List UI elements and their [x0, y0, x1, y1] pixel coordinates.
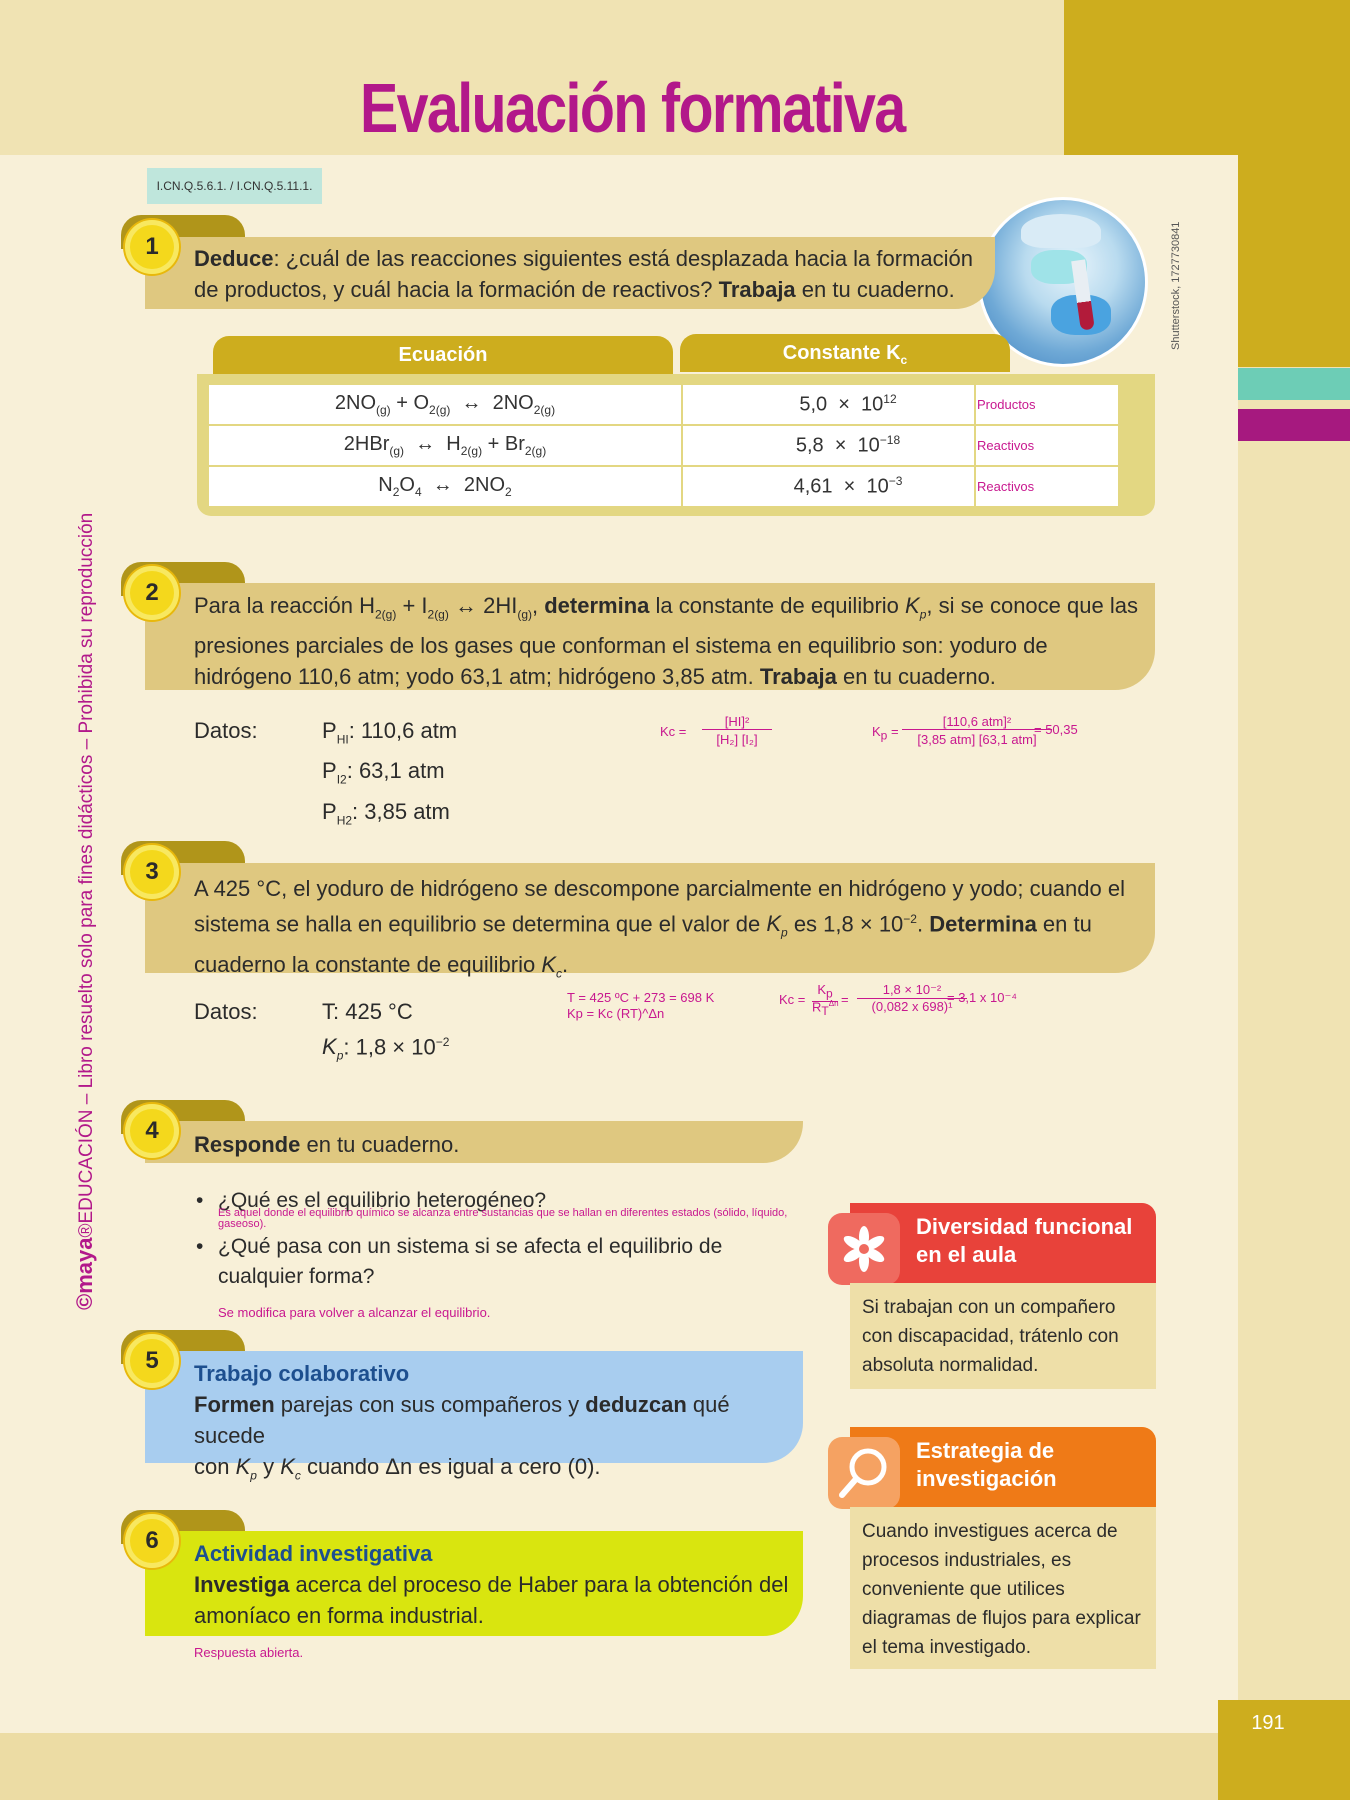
q1-text: Deduce: ¿cuál de las reacciones siguientes está desplazada hacia la formación de productos, y cuál hacia la formación de reactivos? Trabaja en tu cuaderno.	[194, 246, 973, 302]
side-magenta-tab	[1238, 409, 1350, 441]
q3-calc: T = 425 ºC + 273 = 698 K Kp = Kc (RT)^Δn	[567, 990, 715, 1021]
side-teal-tab	[1238, 368, 1350, 400]
q3-datos-list: T: 425 °C $K_p$: $1,8 \times 10^{-2}$	[322, 999, 450, 1063]
q4-number: 4	[125, 1104, 179, 1158]
q2-datos-list: $P_{HI}$: 110,6 atm $P_{I2}$: 63,1 atm $P_{H2}$: 3,85 atm	[322, 718, 458, 828]
q6-answer: Respuesta abierta.	[194, 1645, 304, 1660]
magnifier-icon	[828, 1437, 900, 1509]
q5-text: Trabajo colaborativo Formen parejas con sus compañeros y deduzcan qué sucede con $K_p$ y $K_c$ cuando Δn es igual a cero (0).	[194, 1361, 730, 1483]
q3-datos-label: Datos:	[194, 999, 258, 1024]
q1-number: 1	[125, 220, 179, 274]
side-box-diversity-header: Diversidad funcional en el aula	[850, 1203, 1156, 1283]
table-header-equation: Ecuación	[213, 336, 673, 374]
answer-cell: Productos	[975, 384, 1119, 425]
q5-number: 5	[125, 1334, 179, 1388]
q6-number: 6	[125, 1514, 179, 1568]
flower-icon	[828, 1213, 900, 1285]
table-row	[208, 425, 1119, 466]
constant-cell: $4,61 \times 10^{-3}$	[682, 466, 975, 507]
copyright-vertical: ©maya®EDUCACIÓN – Libro resuelto solo para fines didácticos – Prohibida su reproducción	[72, 512, 97, 1310]
photo-credit: Shutterstock, 1727730841	[1170, 221, 1182, 350]
q2-number: 2	[125, 566, 179, 620]
curriculum-code: I.CN.Q.5.6.1. / I.CN.Q.5.11.1.	[147, 168, 322, 204]
answer-cell: Reactivos	[975, 466, 1119, 507]
q4-question-list	[194, 1186, 794, 1328]
equilibrium-table	[207, 383, 1120, 508]
table-header-constant: Constante $K_c$	[680, 334, 1010, 372]
brand-logo: ©maya	[72, 1237, 97, 1310]
list-item: • ¿Qué pasa con un sistema si se afecta el equilibrio de cualquier forma? Se modifica para volver a alcanzar el equilibrio.	[194, 1232, 794, 1328]
top-gold-block	[1064, 0, 1350, 155]
bottom-band	[0, 1733, 1350, 1800]
equation-cell: $2NO_{(g)} + O_{2(g)}$ ↔ $2NO_{2(g)}$	[208, 384, 682, 425]
table-row	[208, 466, 1119, 507]
side-box-strategy-body: Cuando investigues acerca de procesos industriales, es conveniente que utilices diagramas de flujos para explicar el tema investigado.	[850, 1507, 1156, 1669]
constant-cell: $5,8 \times 10^{-18}$	[682, 425, 975, 466]
answer-cell: Reactivos	[975, 425, 1119, 466]
equation-cell: $N_2O_4$ ↔ $2NO_2$	[208, 466, 682, 507]
table-row	[208, 384, 1119, 425]
page-number: 191	[1251, 1712, 1285, 1734]
q2-datos-label: Datos:	[194, 718, 258, 743]
q6-text: Actividad investigativa Investiga acerca del proceso de Haber para la obtención del amoníaco en forma industrial.	[194, 1541, 789, 1628]
q3-number: 3	[125, 845, 179, 899]
constant-cell: $5,0 \times 10^{12}$	[682, 384, 975, 425]
side-gold-block	[1238, 155, 1350, 367]
q2-text: Para la reacción $H_{2(g)} + I_{2(g)}$ ↔ $2HI_{(g)}$, determina la constante de equilibrio $K_p$, si se conoce que las presiones parciales de los gases que conforman el sistema en equilibrio son: yoduro de hidrógeno 110,6 atm; yodo 63,1 atm; hidrógeno 3,85 atm. Trabaja en tu cuaderno.	[194, 593, 1138, 690]
equation-cell: 2HBr$_{(g)}$ ↔ $H_{2(g)} + Br_{2(g)}$	[208, 425, 682, 466]
page-title: Evaluación formativa	[360, 69, 905, 147]
q4-text: Responde en tu cuaderno.	[194, 1132, 460, 1157]
list-item: • ¿Qué es el equilibrio heterogéneo? Es aquel donde el equilibrio químico se alcanza entre sustancias que se hallan en diferentes estados (sólido, líquido, gaseoso).	[194, 1186, 794, 1230]
side-box-strategy-header: Estrategia de investigación	[850, 1427, 1156, 1507]
side-box-diversity-body: Si trabajan con un compañero con discapacidad, trátenlo con absoluta normalidad.	[850, 1283, 1156, 1389]
q3-text: A 425 °C, el yoduro de hidrógeno se descompone parcialmente en hidrógeno y yodo; cuando el sistema se halla en equilibrio se determina que el valor de $K_p$ es $1,8 \times 10^{-2}$. Determina en tu cuaderno la constante de equilibrio $K_c$.	[194, 876, 1125, 981]
